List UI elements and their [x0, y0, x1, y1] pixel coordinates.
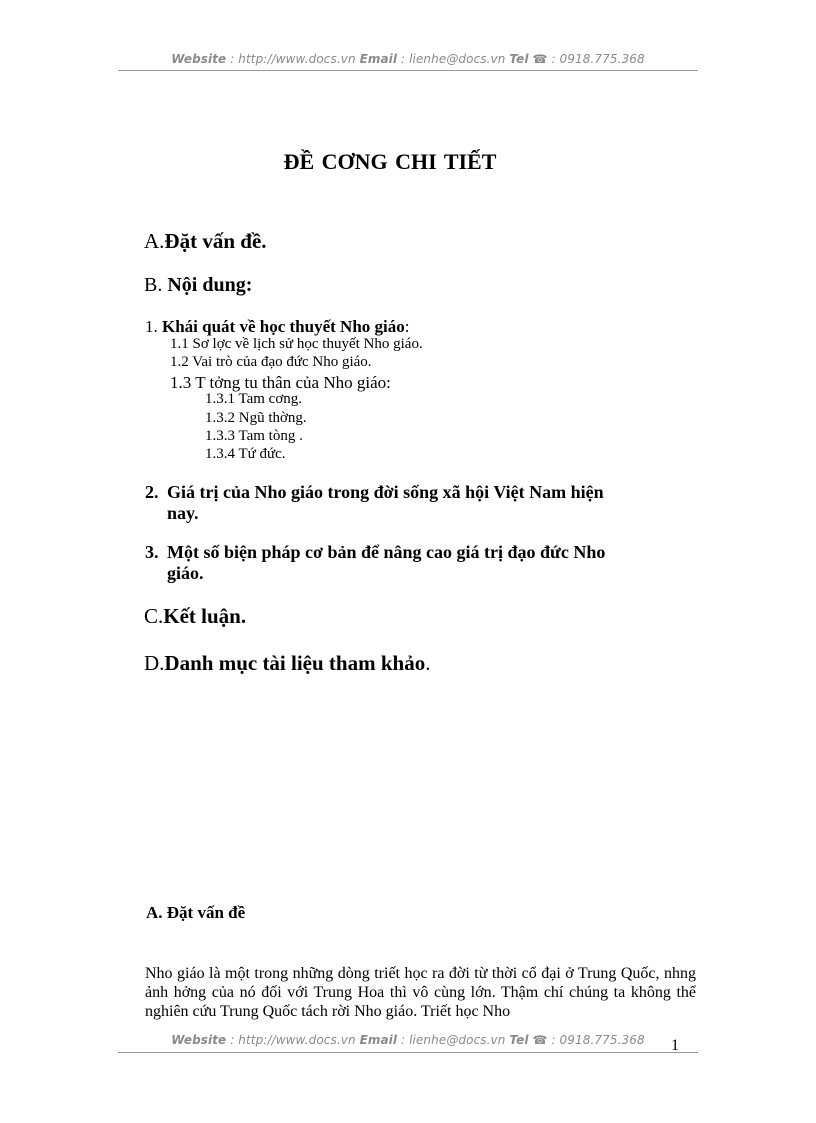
- footer-website-label: Website: [171, 1033, 227, 1047]
- item-3-line-2: giáo.: [167, 563, 204, 583]
- footer-tel-label: Tel: [509, 1033, 529, 1047]
- outline-d-letter: D.: [144, 651, 165, 675]
- outline-c: [144, 604, 246, 629]
- outline-a-label: Đặt vấn đề.: [164, 229, 267, 253]
- outline-item-1-3-3: 1.3.3 Tam tòng .: [205, 428, 303, 444]
- website-label: Website: [171, 52, 227, 66]
- section-heading: A. Đặt vấn đề: [146, 903, 246, 922]
- email-label: Email: [359, 52, 398, 66]
- footer-website-value: : http://www.docs.vn: [226, 1033, 360, 1047]
- outline-item-1-2: 1.2 Vai trò của đạo đức Nho giáo.: [170, 354, 372, 370]
- page-footer: [118, 1033, 698, 1047]
- body-paragraph: Nho giáo là một trong những dòng triết học ra đời từ thời cổ đại ở Trung Quốc, nhng ảnh hởng của nó đối với Trung Hoa thì vô cùng lớn. Thậm chí chúng ta không thể nghiên cứu Trung Quốc tách rời Nho giáo. Triết học Nho: [145, 965, 696, 1020]
- phone-icon: ☎: [532, 52, 548, 66]
- outline-item-1-3-2: 1.3.2 Ngũ thờng.: [205, 410, 307, 426]
- tel-label: Tel: [509, 52, 529, 66]
- document-title: ĐỀ CƠNG CHI TIẾT: [283, 149, 497, 174]
- item-3-line-1: Một số biện pháp cơ bản để nâng cao giá trị đạo đức Nho: [167, 542, 606, 562]
- outline-c-letter: C.: [144, 604, 164, 628]
- footer-email-value: : lienhe@docs.vn: [397, 1033, 510, 1047]
- item-2-line-2: nay.: [167, 503, 199, 523]
- outline-item-1-3-4: 1.3.4 Tứ đức.: [205, 446, 286, 462]
- email-value: : lienhe@docs.vn: [397, 52, 510, 66]
- outline-item-1-1: 1.1 Sơ lợc về lịch sử học thuyết Nho giáo.: [170, 336, 423, 352]
- page-number: 1: [671, 1037, 679, 1054]
- item-2-line-1: Giá trị của Nho giáo trong đời sống xã hội Việt Nam hiện: [167, 482, 604, 502]
- outline-item-1: [145, 317, 409, 337]
- outline-item-3: [145, 542, 705, 584]
- item-1-label: Khái quát về học thuyết Nho giáo: [162, 317, 405, 336]
- outline-d: [144, 651, 430, 676]
- outline-b-label: Nội dung:: [167, 274, 253, 296]
- outline-a-letter: A.: [144, 229, 165, 253]
- outline-b-letter: B.: [144, 274, 163, 296]
- footer-email-label: Email: [359, 1033, 398, 1047]
- tel-value: : 0918.775.368: [547, 52, 645, 66]
- header-rule: [118, 70, 698, 71]
- outline-a: [144, 229, 267, 254]
- outline-item-1-3-1: 1.3.1 Tam cơng.: [205, 391, 303, 407]
- outline-b: [144, 274, 252, 297]
- outline-item-2: [145, 482, 705, 524]
- footer-rule: [118, 1052, 698, 1053]
- item-1-suffix: :: [404, 317, 410, 336]
- page-header: [118, 52, 698, 66]
- outline-d-label: Danh mục tài liệu tham khảo: [164, 651, 426, 675]
- item-3-number: 3.: [145, 542, 159, 562]
- footer-tel-value: : 0918.775.368: [547, 1033, 645, 1047]
- outline-item-1-3: 1.3 T tởng tu thân của Nho giáo:: [170, 373, 391, 392]
- item-2-number: 2.: [145, 482, 159, 502]
- outline-c-label: Kết luận.: [163, 604, 247, 628]
- footer-phone-icon: ☎: [532, 1033, 548, 1047]
- website-value: : http://www.docs.vn: [226, 52, 360, 66]
- item-1-number: 1.: [145, 317, 158, 336]
- outline-d-suffix: .: [425, 651, 431, 675]
